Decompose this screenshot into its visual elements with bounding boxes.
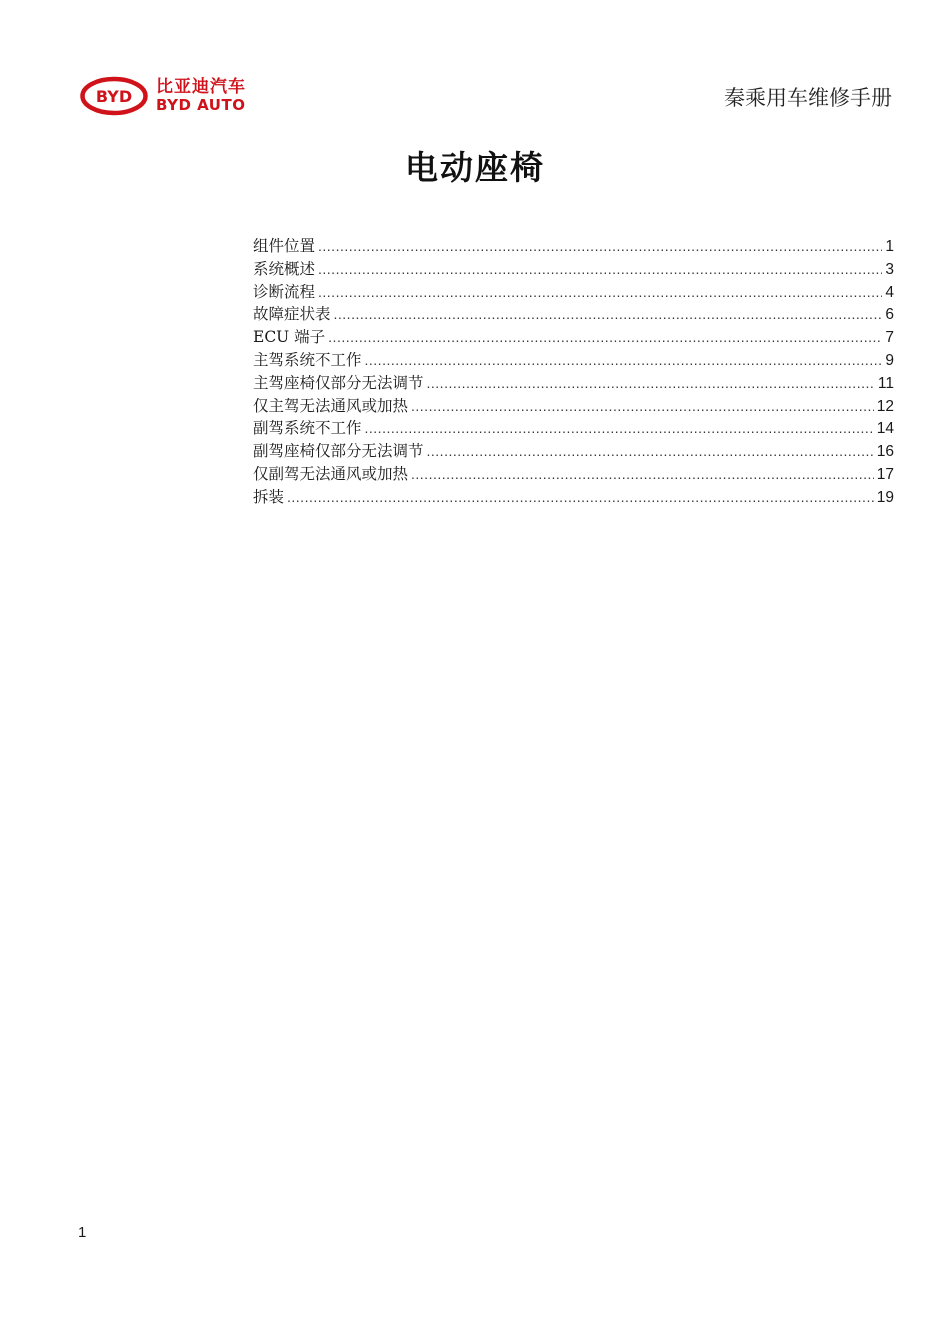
toc-entry-page: 1 xyxy=(885,238,894,255)
logo-en-name: BYD AUTO xyxy=(156,96,246,114)
toc-entry-label: ECU 端子 xyxy=(253,328,326,347)
manual-title: 秦乘用车维修手册 xyxy=(724,86,892,110)
toc-entry-page: 19 xyxy=(876,488,894,506)
toc-entry[interactable] xyxy=(253,326,894,349)
toc-dot-leader xyxy=(318,235,882,258)
toc-entry-page: 6 xyxy=(885,306,894,324)
toc-entry[interactable] xyxy=(253,303,894,326)
page-title: 电动座椅 xyxy=(405,148,545,187)
toc-entry[interactable] xyxy=(253,349,894,372)
toc-entry-page: 4 xyxy=(885,283,894,301)
toc-entry[interactable] xyxy=(253,417,894,440)
toc-entry-label: 仅副驾无法通风或加热 xyxy=(253,464,409,483)
toc-entry[interactable] xyxy=(253,372,894,395)
toc-dot-leader xyxy=(427,372,875,395)
toc-dot-leader xyxy=(365,417,874,440)
toc-dot-leader xyxy=(318,281,882,304)
toc-entry[interactable] xyxy=(253,486,894,509)
toc-entry-page: 16 xyxy=(876,443,894,461)
toc-entry-label: 故障症状表 xyxy=(253,305,331,324)
toc-entry-page: 12 xyxy=(876,397,894,415)
toc-entry[interactable] xyxy=(253,281,894,304)
byd-logo xyxy=(80,76,246,116)
toc-dot-leader xyxy=(334,303,883,326)
page-number: 1 xyxy=(78,1224,87,1241)
toc-dot-leader xyxy=(427,440,874,463)
toc-dot-leader xyxy=(411,395,874,418)
toc-entry-label: 组件位置 xyxy=(253,237,316,255)
toc-dot-leader xyxy=(365,349,883,372)
table-of-contents xyxy=(253,235,894,509)
toc-entry-page: 14 xyxy=(876,420,894,438)
toc-entry-label: 副驾座椅仅部分无法调节 xyxy=(253,442,424,461)
toc-entry-page: 3 xyxy=(885,260,894,278)
toc-entry-label: 主驾系统不工作 xyxy=(253,350,362,369)
toc-dot-leader xyxy=(318,258,882,281)
toc-entry-label: 系统概述 xyxy=(253,259,316,278)
toc-entry-label: 仅主驾无法通风或加热 xyxy=(253,396,409,415)
toc-entry[interactable] xyxy=(253,395,894,418)
toc-entry-page: 11 xyxy=(877,374,894,392)
byd-emblem-icon xyxy=(80,76,148,116)
toc-dot-leader xyxy=(287,486,874,509)
toc-entry-page: 9 xyxy=(885,351,894,369)
toc-entry-label: 诊断流程 xyxy=(253,282,316,301)
toc-entry-label: 副驾系统不工作 xyxy=(253,419,362,438)
toc-entry-page: 17 xyxy=(876,465,894,483)
toc-dot-leader xyxy=(411,463,874,486)
toc-entry[interactable] xyxy=(253,440,894,463)
toc-entry-label: 主驾座椅仅部分无法调节 xyxy=(253,373,424,392)
toc-entry[interactable] xyxy=(253,258,894,281)
toc-entry[interactable] xyxy=(253,235,894,258)
toc-entry-page: 7 xyxy=(885,329,894,347)
toc-entry-label: 拆装 xyxy=(253,487,285,506)
toc-entry[interactable] xyxy=(253,463,894,486)
svg-text:BYD: BYD xyxy=(95,87,133,106)
logo-cn-name: 比亚迪汽车 xyxy=(156,77,246,97)
toc-dot-leader xyxy=(328,326,882,349)
